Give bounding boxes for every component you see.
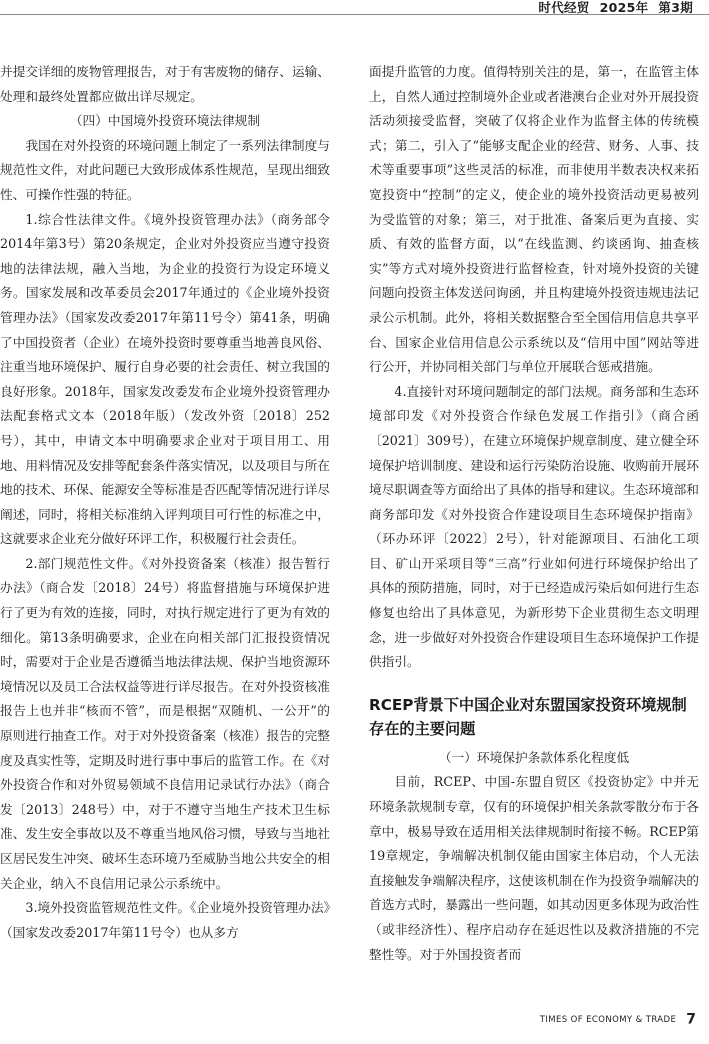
paragraph: 我国在对外投资的环境问题上制定了一系列法律制度与规范性文件，对此问题已大致形成体系性规范，呈现出细致性、可操作性强的特征。 [0, 137, 330, 202]
page-number: 7 [686, 1011, 696, 1028]
subsection-heading: （四）中国境外投资环境法律规制 [69, 113, 261, 129]
paragraph: 3.境外投资监管规范性文件。《企业境外投资管理办法》（国家发改委2017年第11号令）也从多方 [0, 900, 330, 940]
paragraph: 2.部门规范性文件。《对外投资备案（核准）报告暂行办法》（商合发〔2018〕24号）将监督措施与环境保护进行了更为有效的连接，同时，对执行规定进行了更为有效的细化。第13条明确要求，企业在向相关部门汇报投资情况时，需要对于企业是否遵循当地法律法规、保护当地资源环境情况以及员工合法权益等进行详尽报告。在对外投资核准报告上也并非“核而不管”，而是根据“双随机、一公开”的原则进行抽查工作。对于对外投资备案（核准）报告的完整度及真实性等，定期及时进行事中事后的监管工作。在《对外投资合作和对外贸易领域不良信用记录试行办法》（商合发〔2013〕248号）中，对于不遵守当地生产技术卫生标准、发生安全事故以及不尊重当地风俗习惯，导致与当地社区居民发生冲突、破坏生态环境乃至威胁当地公共安全的相关企业，纳入不良信用记录公示系统中。 [0, 555, 330, 891]
paragraph-continued: 并提交详细的废物管理报告，对于有害废物的储存、运输、处理和最终处置都应做出详尽规定。 [0, 64, 330, 104]
section-heading: RCEP背景下中国企业对东盟国家投资环境规制存在的主要问题 [369, 695, 687, 738]
issue-number: 第3期 [658, 0, 693, 15]
paragraph: 目前，RCEP、中国-东盟自贸区《投资协定》中并无环境条款规制专章，仅有的环境保护相关条款零散分布于各章中，极易导致在适用相关法律规制时衔接不畅。RCEP第19章规定，争端解决机制仅能由国家主体启动，个人无法直接触发争端解决程序，这使该机制在作为投资争端解决的首选方式时，暴露出一些问题，如其动因更多体现为政治性（或非经济性）、程序启动存在延迟性以及救济措施的不完整性等。对于外国投资者而 [369, 774, 699, 962]
paragraph: 4.直接针对环境问题制定的部门法规。商务部和生态环境部印发《对外投资合作绿色发展工作指引》（商合函〔2021〕309号），在建立环境保护规章制度、建立健全环境保护培训制度、建设和运行污染防治设施、收购前开展环境尽职调查等方面给出了具体的指导和建议。生态环境部和商务部印发《对外投资合作建设项目生态环境保护指南》（环办环评〔2022〕2号），针对能源项目、石油化工项目、矿山开采项目等“三高”行业如何进行环境保护给出了具体的预防措施，同时，对于已经造成污染后如何进行生态修复也给出了具体意见，为新形势下企业贯彻生态文明理念，进一步做好对外投资合作建设项目生态环境保护工作提供指引。 [369, 383, 699, 670]
right-column [369, 60, 699, 1008]
magazine-name: 时代经贸 [538, 0, 590, 15]
footer-journal-name: TIMES OF ECONOMY & TRADE [539, 1014, 677, 1025]
paragraph: 1.综合性法律文件。《境外投资管理办法》（商务部令2014年第3号）第20条规定，企业对外投资应当遵守投资地的法律法规，融入当地，为企业的投资行为设定环境义务。国家发展和改革委员会2017年通过的《企业境外投资管理办法》（国家发改委2017年第11号令）第41条，明确了中国投资者（企业）在境外投资时要尊重当地善良风俗、注重当地环境保护、履行自身必要的社会责任、树立我国的良好形象。2018年，国家发改委发布企业境外投资管理办法配套格式文本（2018年版）（发改外资〔2018〕252号），其中，申请文本中明确要求企业对于项目用工、用地、用料情况及安排等配套条件落实情况，以及项目与所在地的技术、环保、能源安全等标准是否匹配等情况进行详尽阐述，同时，将相关标准纳入评判项目可行性的标准之中，这就要求企业充分做好环评工作，积极履行社会责任。 [0, 211, 330, 547]
subsection-heading: （一）环境保护条款体系化程度低 [438, 749, 630, 765]
issue-year: 2025年 [599, 0, 649, 15]
running-header [0, 0, 709, 15]
page-footer [540, 1009, 696, 1028]
left-column [0, 60, 330, 1008]
header-masthead [538, 0, 693, 16]
paragraph-continued: 面提升监管的力度。值得特别关注的是，第一，在监管主体上，自然人通过控制境外企业或者港澳台企业对外开展投资活动须接受监督，突破了仅将企业作为监督主体的传统模式；第二，引入了“能够支配企业的经营、财务、人事、技术等重要事项”这些灵活的标准，而非使用半数表决权来拓宽投资中“控制”的定义，使企业的境外投资活动更易被列为受监管的对象；第三，对于批准、备案后更为直接、实质、有效的监督方面，以“在线监测、约谈函询、抽查核实”等方式对境外投资进行监督检查，针对境外投资的关键问题向投资主体发送问询函，并且构建境外投资违规违法记录公示机制。此外，将相关数据整合至全国信用信息共享平台、国家企业信用信息公示系统以及“信用中国”网站等进行公开，并协同相关部门与单位开展联合惩戒措施。 [369, 64, 699, 375]
